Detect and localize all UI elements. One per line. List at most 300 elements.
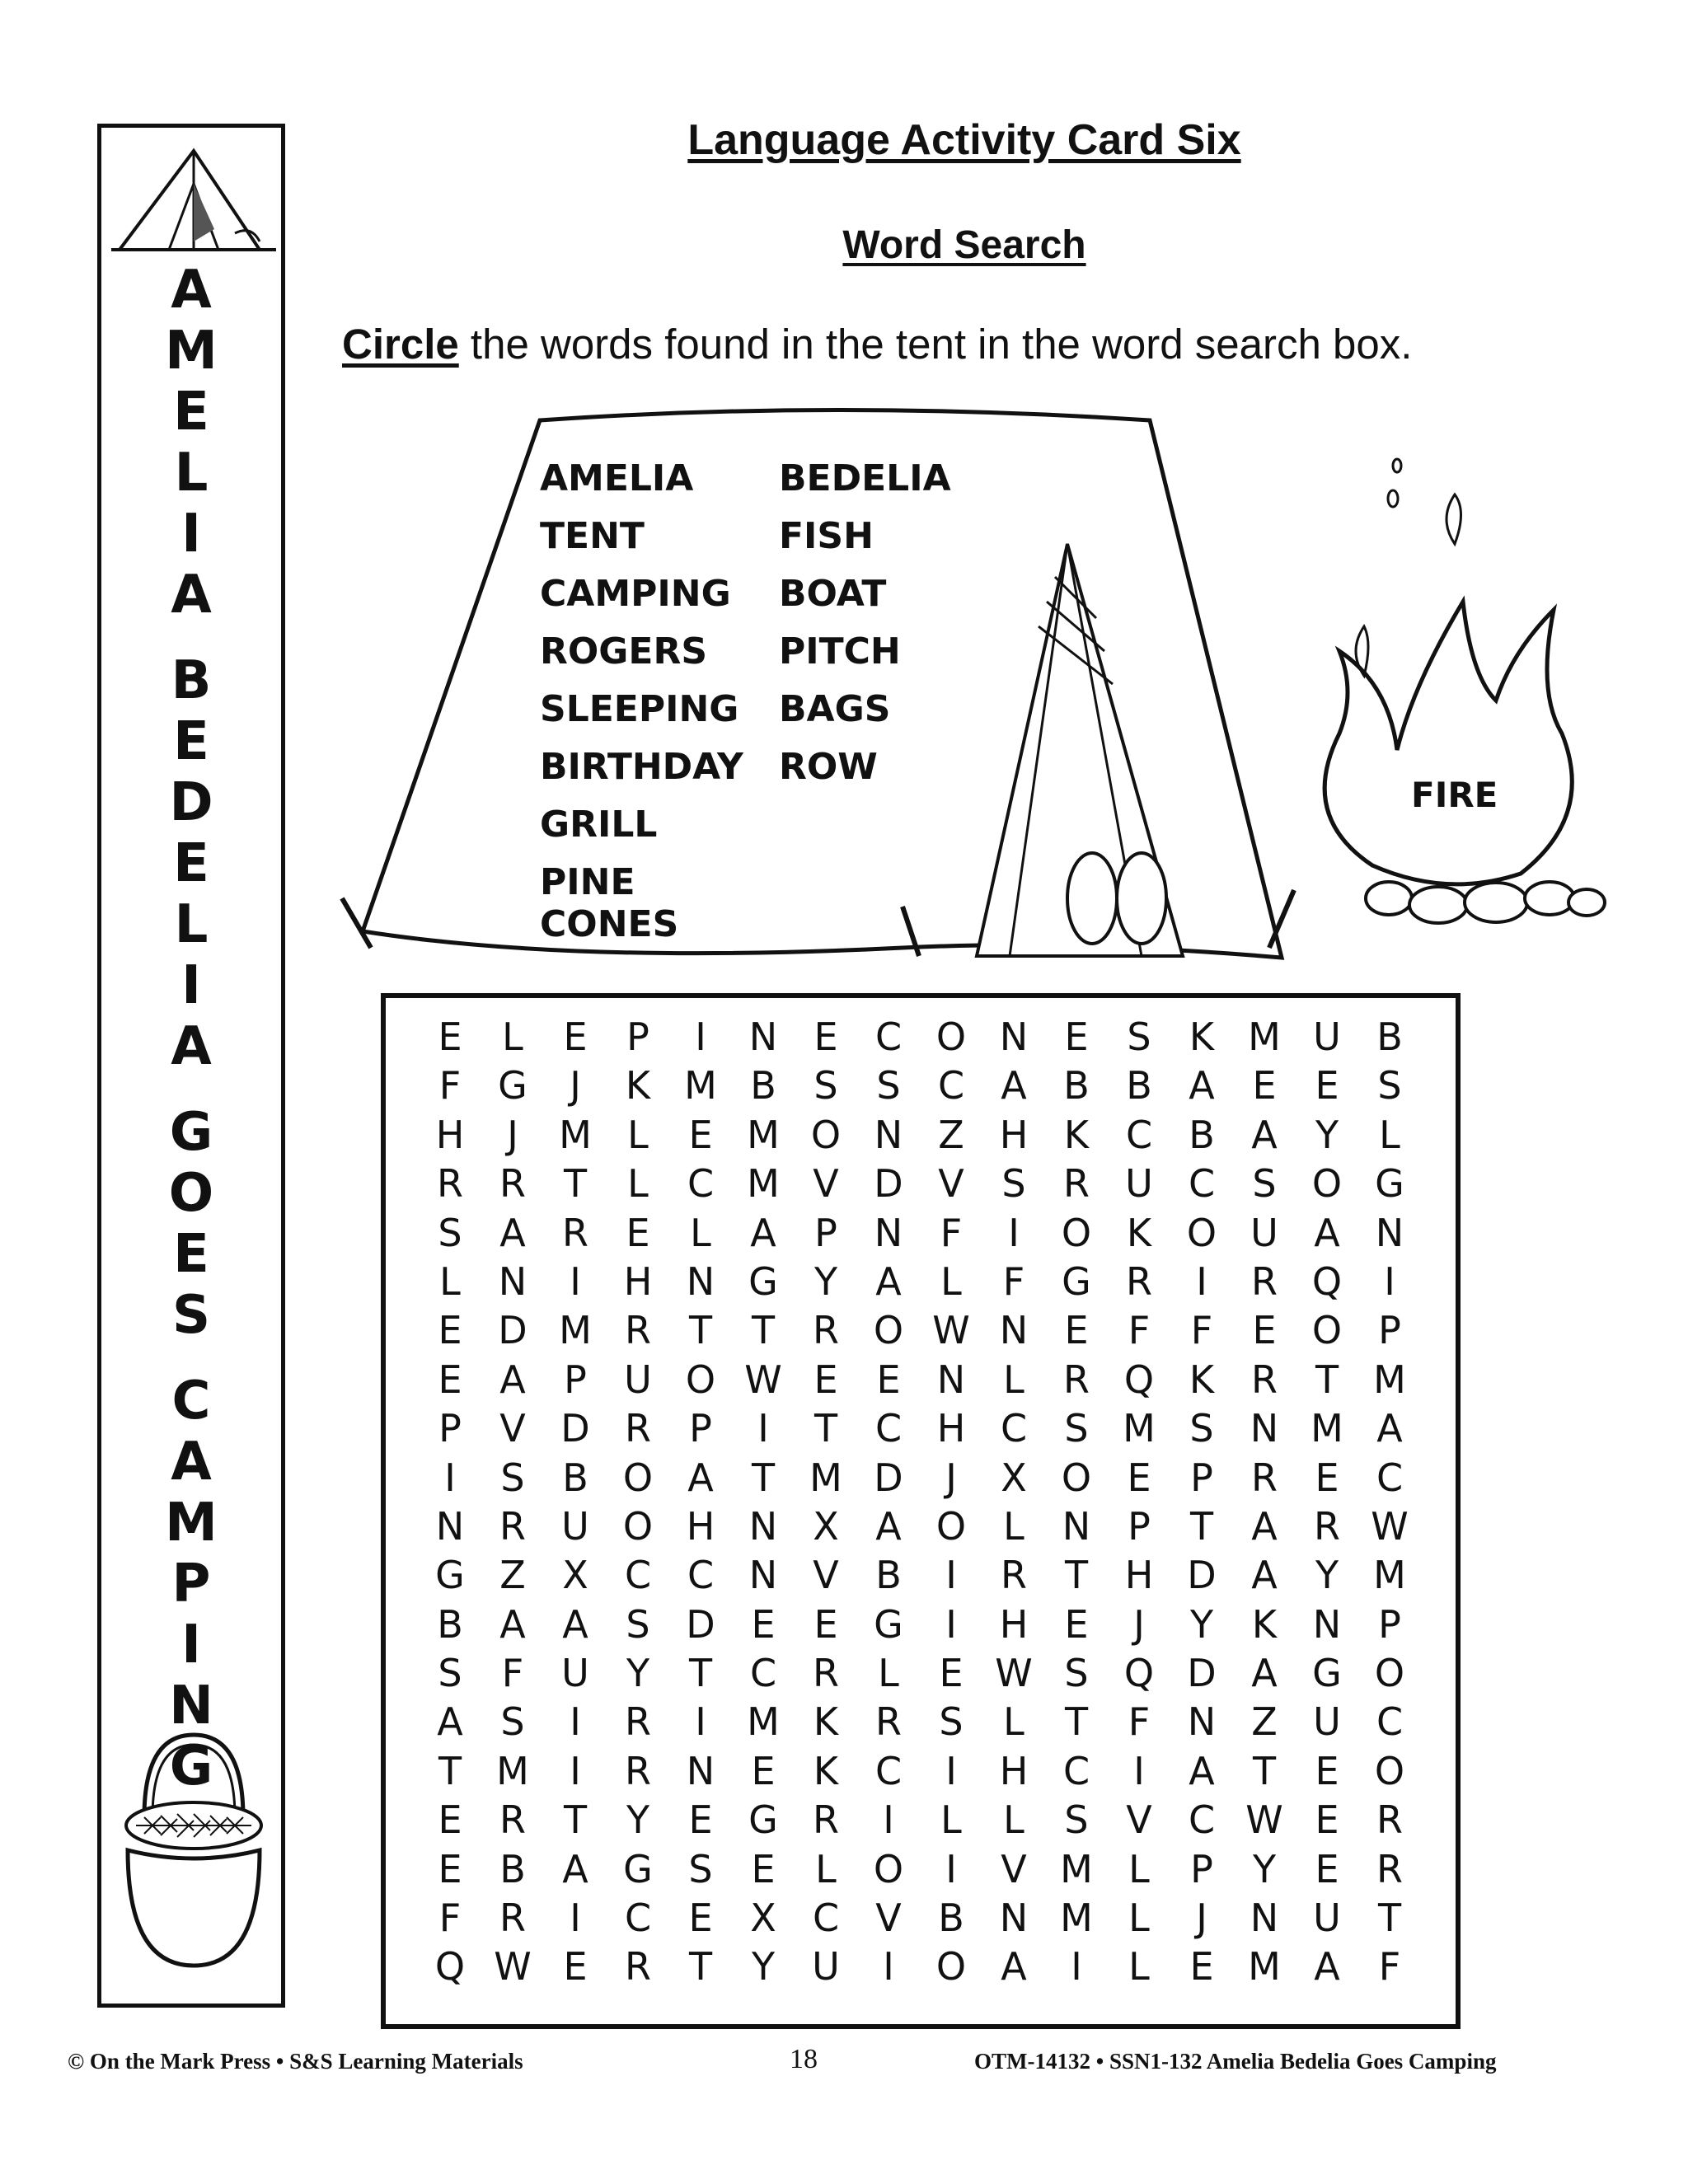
grid-letter[interactable]: A [1251, 1503, 1278, 1549]
grid-letter[interactable]: S [1001, 1161, 1026, 1207]
grid-letter[interactable]: T [1377, 1896, 1402, 1941]
grid-letter[interactable]: W [744, 1357, 782, 1402]
grid-letter[interactable]: E [1315, 1797, 1339, 1843]
grid-letter[interactable]: E [563, 1944, 588, 1990]
grid-letter[interactable]: I [945, 1846, 957, 1891]
grid-letter[interactable]: O [622, 1503, 654, 1549]
grid-letter[interactable]: Y [626, 1797, 650, 1843]
grid-letter[interactable]: E [939, 1651, 964, 1696]
grid-letter[interactable]: R [437, 1161, 463, 1207]
grid-letter[interactable]: L [1128, 1944, 1150, 1990]
grid-letter[interactable]: R [625, 1308, 651, 1353]
grid-letter[interactable]: F [1190, 1308, 1213, 1353]
grid-letter[interactable]: Q [1311, 1258, 1343, 1304]
grid-letter[interactable]: L [1003, 1503, 1025, 1549]
grid-letter[interactable]: F [438, 1896, 462, 1941]
grid-letter[interactable]: E [438, 1846, 462, 1891]
grid-letter[interactable]: C [1376, 1455, 1404, 1500]
grid-letter[interactable]: R [1126, 1258, 1152, 1304]
grid-letter[interactable]: R [499, 1797, 526, 1843]
grid-letter[interactable]: X [562, 1553, 588, 1598]
grid-letter[interactable]: G [623, 1846, 653, 1891]
grid-letter[interactable]: K [813, 1748, 839, 1793]
grid-letter[interactable]: O [935, 1944, 967, 1990]
grid-letter[interactable]: A [1189, 1063, 1215, 1108]
grid-letter[interactable]: E [438, 1357, 462, 1402]
grid-letter[interactable]: D [686, 1601, 715, 1647]
grid-letter[interactable]: U [1313, 1015, 1341, 1059]
grid-letter[interactable]: Y [626, 1651, 650, 1696]
grid-letter[interactable]: J [507, 1112, 518, 1157]
grid-letter[interactable]: P [1378, 1601, 1401, 1647]
grid-letter[interactable]: A [1001, 1063, 1027, 1108]
grid-letter[interactable]: Y [814, 1258, 838, 1304]
grid-letter[interactable]: E [438, 1797, 462, 1843]
grid-letter[interactable]: I [945, 1748, 957, 1793]
grid-letter[interactable]: L [502, 1015, 523, 1059]
grid-letter[interactable]: W [494, 1944, 532, 1990]
grid-letter[interactable]: S [814, 1063, 838, 1108]
grid-letter[interactable]: L [1003, 1797, 1025, 1843]
grid-letter[interactable]: N [1187, 1699, 1217, 1745]
grid-letter[interactable]: R [813, 1308, 839, 1353]
grid-letter[interactable]: T [688, 1944, 713, 1990]
grid-letter[interactable]: E [688, 1112, 713, 1157]
grid-letter[interactable]: S [1064, 1651, 1089, 1696]
grid-letter[interactable]: I [945, 1553, 957, 1598]
grid-letter[interactable]: R [1251, 1357, 1278, 1402]
grid-letter[interactable]: B [1376, 1015, 1403, 1059]
grid-letter[interactable]: R [625, 1748, 651, 1793]
grid-letter[interactable]: X [813, 1503, 839, 1549]
grid-letter[interactable]: K [1189, 1357, 1215, 1402]
grid-letter[interactable]: L [690, 1210, 711, 1255]
grid-letter[interactable]: C [1125, 1112, 1153, 1157]
grid-letter[interactable]: E [1315, 1846, 1339, 1891]
grid-letter[interactable]: O [873, 1308, 904, 1353]
grid-letter[interactable]: C [1376, 1699, 1404, 1745]
grid-letter[interactable]: K [1063, 1112, 1090, 1157]
grid-letter[interactable]: M [747, 1161, 780, 1207]
grid-letter[interactable]: K [1189, 1015, 1215, 1059]
grid-letter[interactable]: E [814, 1015, 838, 1059]
grid-letter[interactable]: A [1376, 1406, 1403, 1451]
grid-letter[interactable]: H [686, 1503, 715, 1549]
grid-letter[interactable]: N [748, 1553, 778, 1598]
grid-letter[interactable]: T [814, 1406, 838, 1451]
grid-letter[interactable]: C [749, 1651, 777, 1696]
grid-letter[interactable]: J [1196, 1896, 1207, 1941]
grid-letter[interactable]: B [750, 1063, 776, 1108]
grid-letter[interactable]: M [1373, 1553, 1406, 1598]
grid-letter[interactable]: U [812, 1944, 840, 1990]
grid-letter[interactable]: J [570, 1063, 581, 1108]
grid-letter[interactable]: H [999, 1748, 1029, 1793]
grid-letter[interactable]: C [874, 1406, 903, 1451]
grid-letter[interactable]: M [1311, 1406, 1343, 1451]
grid-letter[interactable]: L [1003, 1357, 1025, 1402]
grid-letter[interactable]: F [438, 1063, 462, 1108]
grid-letter[interactable]: I [1133, 1748, 1145, 1793]
grid-letter[interactable]: T [751, 1455, 776, 1500]
grid-letter[interactable]: S [1252, 1161, 1277, 1207]
grid-letter[interactable]: E [876, 1357, 901, 1402]
grid-letter[interactable]: R [1063, 1357, 1090, 1402]
grid-letter[interactable]: L [815, 1846, 837, 1891]
grid-letter[interactable]: A [1001, 1944, 1027, 1990]
grid-letter[interactable]: H [999, 1601, 1029, 1647]
grid-letter[interactable]: M [559, 1112, 592, 1157]
grid-letter[interactable]: D [560, 1406, 590, 1451]
grid-letter[interactable]: L [439, 1258, 461, 1304]
grid-letter[interactable]: Y [751, 1944, 776, 1990]
grid-letter[interactable]: Y [1315, 1112, 1339, 1157]
grid-letter[interactable]: P [814, 1210, 837, 1255]
grid-letter[interactable]: M [684, 1063, 717, 1108]
grid-letter[interactable]: E [1064, 1015, 1089, 1059]
grid-letter[interactable]: S [1064, 1406, 1089, 1451]
grid-letter[interactable]: E [1252, 1063, 1277, 1108]
grid-letter[interactable]: E [1064, 1308, 1089, 1353]
grid-letter[interactable]: A [875, 1258, 902, 1304]
grid-letter[interactable]: E [563, 1015, 588, 1059]
grid-letter[interactable]: E [1315, 1455, 1339, 1500]
grid-letter[interactable]: N [874, 1112, 903, 1157]
grid-letter[interactable]: A [437, 1699, 463, 1745]
grid-letter[interactable]: K [813, 1699, 839, 1745]
grid-letter[interactable]: N [686, 1258, 715, 1304]
grid-letter[interactable]: N [999, 1896, 1029, 1941]
grid-letter[interactable]: I [570, 1258, 581, 1304]
grid-letter[interactable]: Y [1315, 1553, 1339, 1598]
grid-letter[interactable]: U [1125, 1161, 1153, 1207]
grid-letter[interactable]: V [813, 1553, 839, 1598]
grid-letter[interactable]: I [570, 1748, 581, 1793]
grid-letter[interactable]: Z [1251, 1699, 1278, 1745]
grid-letter[interactable]: Y [1252, 1846, 1277, 1891]
grid-letter[interactable]: A [687, 1455, 714, 1500]
grid-letter[interactable]: L [1379, 1112, 1400, 1157]
grid-letter[interactable]: S [500, 1455, 525, 1500]
grid-letter[interactable]: T [1252, 1748, 1277, 1793]
grid-letter[interactable]: A [1314, 1210, 1340, 1255]
grid-letter[interactable]: A [499, 1601, 526, 1647]
grid-letter[interactable]: C [1062, 1748, 1090, 1793]
grid-letter[interactable]: N [498, 1258, 528, 1304]
grid-letter[interactable]: N [748, 1503, 778, 1549]
grid-letter[interactable]: W [1245, 1797, 1283, 1843]
grid-letter[interactable]: P [438, 1406, 462, 1451]
grid-letter[interactable]: K [1126, 1210, 1152, 1255]
grid-letter[interactable]: I [1071, 1944, 1082, 1990]
grid-letter[interactable]: B [1189, 1112, 1215, 1157]
grid-letter[interactable]: C [687, 1161, 715, 1207]
grid-letter[interactable]: D [874, 1161, 903, 1207]
grid-letter[interactable]: Q [1123, 1651, 1155, 1696]
grid-letter[interactable]: O [1374, 1748, 1405, 1793]
grid-letter[interactable]: A [1314, 1944, 1340, 1990]
grid-letter[interactable]: C [874, 1748, 903, 1793]
grid-letter[interactable]: F [1128, 1699, 1151, 1745]
grid-letter[interactable]: O [1186, 1210, 1217, 1255]
grid-letter[interactable]: I [883, 1944, 894, 1990]
grid-letter[interactable]: E [438, 1015, 462, 1059]
grid-letter[interactable]: H [435, 1112, 465, 1157]
grid-letter[interactable]: T [438, 1748, 462, 1793]
grid-letter[interactable]: X [1001, 1455, 1027, 1500]
grid-letter[interactable]: C [624, 1553, 652, 1598]
grid-letter[interactable]: U [561, 1651, 589, 1696]
grid-letter[interactable]: N [1250, 1896, 1279, 1941]
grid-letter[interactable]: I [1384, 1258, 1395, 1304]
grid-letter[interactable]: A [499, 1357, 526, 1402]
grid-letter[interactable]: G [874, 1601, 903, 1647]
grid-letter[interactable]: T [751, 1308, 776, 1353]
grid-letter[interactable]: B [437, 1601, 463, 1647]
grid-letter[interactable]: U [561, 1503, 589, 1549]
grid-letter[interactable]: U [1313, 1699, 1341, 1745]
grid-letter[interactable]: H [623, 1258, 653, 1304]
grid-letter[interactable]: R [813, 1651, 839, 1696]
grid-letter[interactable]: R [1251, 1258, 1278, 1304]
grid-letter[interactable]: M [496, 1748, 529, 1793]
grid-letter[interactable]: E [688, 1797, 713, 1843]
grid-letter[interactable]: I [570, 1699, 581, 1745]
grid-letter[interactable]: R [499, 1161, 526, 1207]
grid-letter[interactable]: F [1002, 1258, 1025, 1304]
grid-letter[interactable]: B [562, 1455, 588, 1500]
grid-letter[interactable]: I [695, 1699, 706, 1745]
grid-letter[interactable]: A [1251, 1553, 1278, 1598]
grid-letter[interactable]: I [883, 1797, 894, 1843]
grid-letter[interactable]: S [438, 1210, 462, 1255]
grid-letter[interactable]: R [813, 1797, 839, 1843]
grid-letter[interactable]: R [625, 1944, 651, 1990]
grid-letter[interactable]: B [1063, 1063, 1090, 1108]
grid-letter[interactable]: E [438, 1308, 462, 1353]
grid-letter[interactable]: C [1188, 1161, 1216, 1207]
grid-letter[interactable]: L [1128, 1896, 1150, 1941]
grid-letter[interactable]: O [810, 1112, 842, 1157]
grid-letter[interactable]: F [1378, 1944, 1401, 1990]
grid-letter[interactable]: M [747, 1112, 780, 1157]
grid-letter[interactable]: I [757, 1406, 769, 1451]
grid-letter[interactable]: N [435, 1503, 465, 1549]
grid-letter[interactable]: V [813, 1161, 839, 1207]
grid-letter[interactable]: U [1250, 1210, 1278, 1255]
grid-letter[interactable]: C [937, 1063, 965, 1108]
grid-letter[interactable]: O [622, 1455, 654, 1500]
grid-letter[interactable]: X [750, 1896, 776, 1941]
grid-letter[interactable]: I [1196, 1258, 1207, 1304]
grid-letter[interactable]: I [444, 1455, 456, 1500]
grid-letter[interactable]: G [748, 1797, 778, 1843]
grid-letter[interactable]: E [1064, 1601, 1089, 1647]
grid-letter[interactable]: I [570, 1896, 581, 1941]
grid-letter[interactable]: R [499, 1503, 526, 1549]
grid-letter[interactable]: S [1127, 1015, 1151, 1059]
grid-letter[interactable]: I [695, 1015, 706, 1059]
grid-letter[interactable]: G [748, 1258, 778, 1304]
grid-letter[interactable]: C [624, 1896, 652, 1941]
grid-letter[interactable]: K [625, 1063, 651, 1108]
grid-letter[interactable]: T [1064, 1699, 1089, 1745]
grid-letter[interactable]: S [1189, 1406, 1214, 1451]
grid-letter[interactable]: R [1251, 1455, 1278, 1500]
grid-letter[interactable]: N [999, 1015, 1029, 1059]
grid-letter[interactable]: Z [499, 1553, 526, 1598]
grid-letter[interactable]: H [999, 1112, 1029, 1157]
grid-letter[interactable]: Q [1123, 1357, 1155, 1402]
grid-letter[interactable]: S [688, 1846, 713, 1891]
grid-letter[interactable]: J [1133, 1601, 1145, 1647]
grid-letter[interactable]: G [498, 1063, 528, 1108]
grid-letter[interactable]: D [498, 1308, 528, 1353]
grid-letter[interactable]: M [809, 1455, 842, 1500]
grid-letter[interactable]: R [1376, 1846, 1403, 1891]
grid-letter[interactable]: U [1313, 1896, 1341, 1941]
grid-letter[interactable]: V [938, 1161, 964, 1207]
grid-letter[interactable]: T [688, 1308, 713, 1353]
grid-letter[interactable]: J [945, 1455, 957, 1500]
grid-letter[interactable]: V [1126, 1797, 1152, 1843]
grid-letter[interactable]: R [499, 1896, 526, 1941]
grid-letter[interactable]: P [626, 1015, 649, 1059]
grid-letter[interactable]: N [1375, 1210, 1404, 1255]
grid-letter[interactable]: B [938, 1896, 964, 1941]
grid-letter[interactable]: N [1312, 1601, 1342, 1647]
grid-letter[interactable]: L [1003, 1699, 1025, 1745]
grid-letter[interactable]: L [940, 1797, 962, 1843]
grid-letter[interactable]: L [1128, 1846, 1150, 1891]
grid-letter[interactable]: A [499, 1210, 526, 1255]
grid-letter[interactable]: T [688, 1651, 713, 1696]
grid-letter[interactable]: V [499, 1406, 526, 1451]
grid-letter[interactable]: O [1311, 1308, 1343, 1353]
grid-letter[interactable]: W [1371, 1503, 1409, 1549]
grid-letter[interactable]: P [1190, 1846, 1213, 1891]
grid-letter[interactable]: M [1248, 1944, 1281, 1990]
grid-letter[interactable]: I [945, 1601, 957, 1647]
grid-letter[interactable]: R [562, 1210, 588, 1255]
grid-letter[interactable]: O [935, 1503, 967, 1549]
grid-letter[interactable]: O [1061, 1210, 1092, 1255]
grid-letter[interactable]: A [562, 1601, 588, 1647]
grid-letter[interactable]: S [876, 1063, 901, 1108]
grid-letter[interactable]: P [1190, 1455, 1213, 1500]
grid-letter[interactable]: M [1123, 1406, 1156, 1451]
grid-letter[interactable]: A [750, 1210, 776, 1255]
grid-letter[interactable]: C [687, 1553, 715, 1598]
grid-letter[interactable]: O [873, 1846, 904, 1891]
grid-letter[interactable]: T [563, 1161, 588, 1207]
grid-letter[interactable]: G [1375, 1161, 1404, 1207]
grid-letter[interactable]: L [627, 1161, 649, 1207]
grid-letter[interactable]: E [814, 1601, 838, 1647]
grid-letter[interactable]: P [689, 1406, 712, 1451]
grid-letter[interactable]: L [878, 1651, 899, 1696]
grid-letter[interactable]: B [1126, 1063, 1152, 1108]
grid-letter[interactable]: E [751, 1601, 776, 1647]
grid-letter[interactable]: W [932, 1308, 970, 1353]
grid-letter[interactable]: E [1189, 1944, 1214, 1990]
grid-letter[interactable]: G [1312, 1651, 1342, 1696]
grid-letter[interactable]: K [1251, 1601, 1278, 1647]
grid-letter[interactable]: R [1314, 1503, 1340, 1549]
grid-letter[interactable]: E [1252, 1308, 1277, 1353]
grid-letter[interactable]: A [1251, 1651, 1278, 1696]
grid-letter[interactable]: M [559, 1308, 592, 1353]
grid-letter[interactable]: E [751, 1748, 776, 1793]
grid-letter[interactable]: N [999, 1308, 1029, 1353]
grid-letter[interactable]: G [435, 1553, 465, 1598]
grid-letter[interactable]: A [1189, 1748, 1215, 1793]
grid-letter[interactable]: E [1315, 1063, 1339, 1108]
grid-letter[interactable]: Q [434, 1944, 466, 1990]
grid-letter[interactable]: D [1187, 1553, 1217, 1598]
grid-letter[interactable]: E [814, 1357, 838, 1402]
grid-letter[interactable]: L [627, 1112, 649, 1157]
grid-letter[interactable]: B [499, 1846, 526, 1891]
grid-letter[interactable]: Y [1189, 1601, 1214, 1647]
grid-letter[interactable]: S [939, 1699, 964, 1745]
grid-letter[interactable]: V [875, 1896, 902, 1941]
grid-letter[interactable]: E [626, 1210, 650, 1255]
grid-letter[interactable]: O [1061, 1455, 1092, 1500]
grid-letter[interactable]: R [625, 1406, 651, 1451]
grid-letter[interactable]: G [1062, 1258, 1091, 1304]
grid-letter[interactable]: E [751, 1846, 776, 1891]
grid-letter[interactable]: R [1001, 1553, 1027, 1598]
grid-letter[interactable]: R [1376, 1797, 1403, 1843]
grid-letter[interactable]: O [685, 1357, 716, 1402]
grid-letter[interactable]: N [936, 1357, 966, 1402]
grid-letter[interactable]: O [935, 1015, 967, 1059]
grid-letter[interactable]: C [812, 1896, 840, 1941]
grid-letter[interactable]: P [1128, 1503, 1151, 1549]
grid-letter[interactable]: E [688, 1896, 713, 1941]
grid-letter[interactable]: M [1060, 1846, 1093, 1891]
grid-letter[interactable]: E [1315, 1748, 1339, 1793]
grid-letter[interactable]: D [1187, 1651, 1217, 1696]
grid-letter[interactable]: S [500, 1699, 525, 1745]
grid-letter[interactable]: E [1127, 1455, 1151, 1500]
grid-letter[interactable]: S [1064, 1797, 1089, 1843]
grid-letter[interactable]: S [438, 1651, 462, 1696]
grid-letter[interactable]: C [1188, 1797, 1216, 1843]
grid-letter[interactable]: V [1001, 1846, 1027, 1891]
grid-letter[interactable]: W [995, 1651, 1033, 1696]
grid-letter[interactable]: R [625, 1699, 651, 1745]
grid-letter[interactable]: D [874, 1455, 903, 1500]
grid-letter[interactable]: N [1250, 1406, 1279, 1451]
grid-letter[interactable]: C [874, 1015, 903, 1059]
grid-letter[interactable]: U [624, 1357, 652, 1402]
grid-letter[interactable]: A [875, 1503, 902, 1549]
grid-letter[interactable]: B [875, 1553, 902, 1598]
grid-letter[interactable]: M [1373, 1357, 1406, 1402]
grid-letter[interactable]: O [1374, 1651, 1405, 1696]
grid-letter[interactable]: N [686, 1748, 715, 1793]
grid-letter[interactable]: M [1060, 1896, 1093, 1941]
grid-letter[interactable]: N [874, 1210, 903, 1255]
grid-letter[interactable]: N [748, 1015, 778, 1059]
grid-letter[interactable]: P [1378, 1308, 1401, 1353]
grid-letter[interactable]: R [875, 1699, 902, 1745]
grid-letter[interactable]: F [940, 1210, 963, 1255]
grid-letter[interactable]: O [1311, 1161, 1343, 1207]
grid-letter[interactable]: M [747, 1699, 780, 1745]
